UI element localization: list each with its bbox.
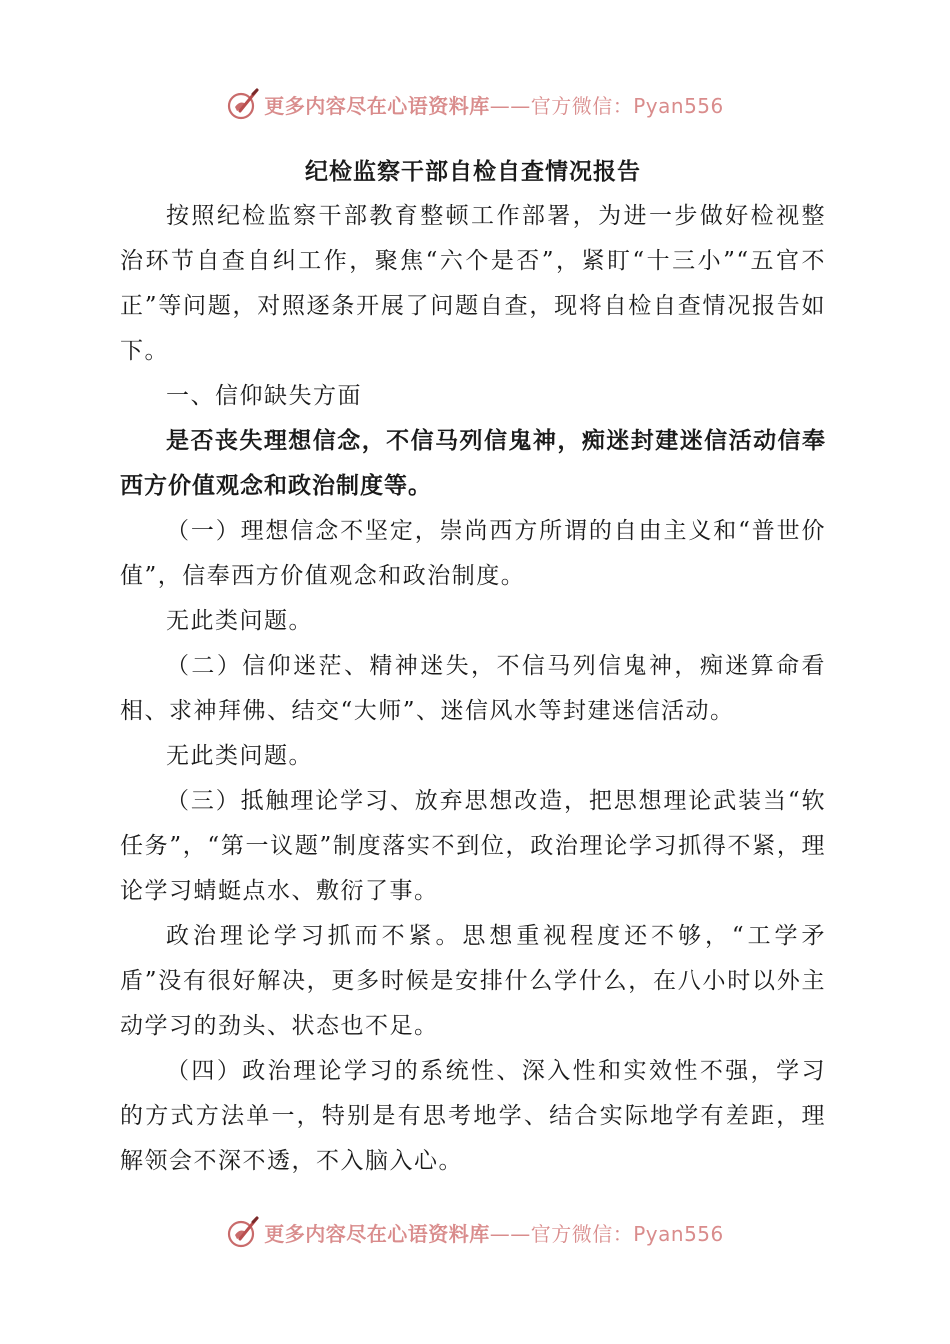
watermark-text [264, 90, 724, 119]
document-body [120, 150, 826, 1184]
watermark-site: 更多内容尽在心语资料库 [264, 93, 490, 118]
watermark-id: Pyan556 [633, 1221, 724, 1246]
pen-logo-icon [226, 87, 260, 121]
watermark-label: 官方微信： [530, 93, 634, 118]
item-two: （二）信仰迷茫、精神迷失，不信马列信鬼神，痴迷算命看相、求神拜佛、结交“大师”、迷信风水等封建迷信活动。 [120, 653, 826, 724]
item-four: （四）政治理论学习的系统性、深入性和实效性不强，学习的方式方法单一，特别是有思考地学、结合实际地学有差距，理解领会不深不透，不入脑入心。 [120, 1058, 826, 1174]
paragraph-intro: 按照纪检监察干部教育整顿工作部署，为进一步做好检视整治环节自查自纠工作，聚焦“六个是否”，紧盯“十三小”“五官不正”等问题，对照逐条开展了问题自查，现将自检自查情况报告如下。 [120, 203, 826, 364]
watermark-separator: —— [489, 1221, 531, 1246]
item-one-result: 无此类问题。 [166, 608, 313, 634]
item-two-result: 无此类问题。 [166, 743, 313, 769]
watermark-header [0, 84, 950, 124]
item-three: （三）抵触理论学习、放弃思想改造，把思想理论武装当“软任务”，“第一议题”制度落实不到位，政治理论学习抓得不紧，理论学习蜻蜓点水、敷衍了事。 [120, 788, 826, 904]
watermark-label: 官方微信： [530, 1221, 634, 1246]
watermark-footer [0, 1212, 950, 1252]
document-title: 纪检监察干部自检自查情况报告 [305, 159, 641, 185]
item-three-result: 政治理论学习抓而不紧。思想重视程度还不够，“工学矛盾”没有很好解决，更多时候是安排什么学什么，在八小时以外主动学习的劲头、状态也不足。 [120, 923, 826, 1039]
watermark-separator: —— [489, 93, 531, 118]
watermark-text [264, 1218, 724, 1247]
item-one: （一）理想信念不坚定，崇尚西方所谓的自由主义和“普世价值”，信奉西方价值观念和政治制度。 [120, 518, 826, 589]
section-heading: 一、信仰缺失方面 [166, 383, 362, 409]
watermark-site: 更多内容尽在心语资料库 [264, 1221, 490, 1246]
pen-logo-icon [226, 1215, 260, 1249]
watermark-id: Pyan556 [633, 93, 724, 118]
section-question: 是否丧失理想信念，不信马列信鬼神，痴迷封建迷信活动信奉西方价值观念和政治制度等。 [120, 428, 826, 499]
